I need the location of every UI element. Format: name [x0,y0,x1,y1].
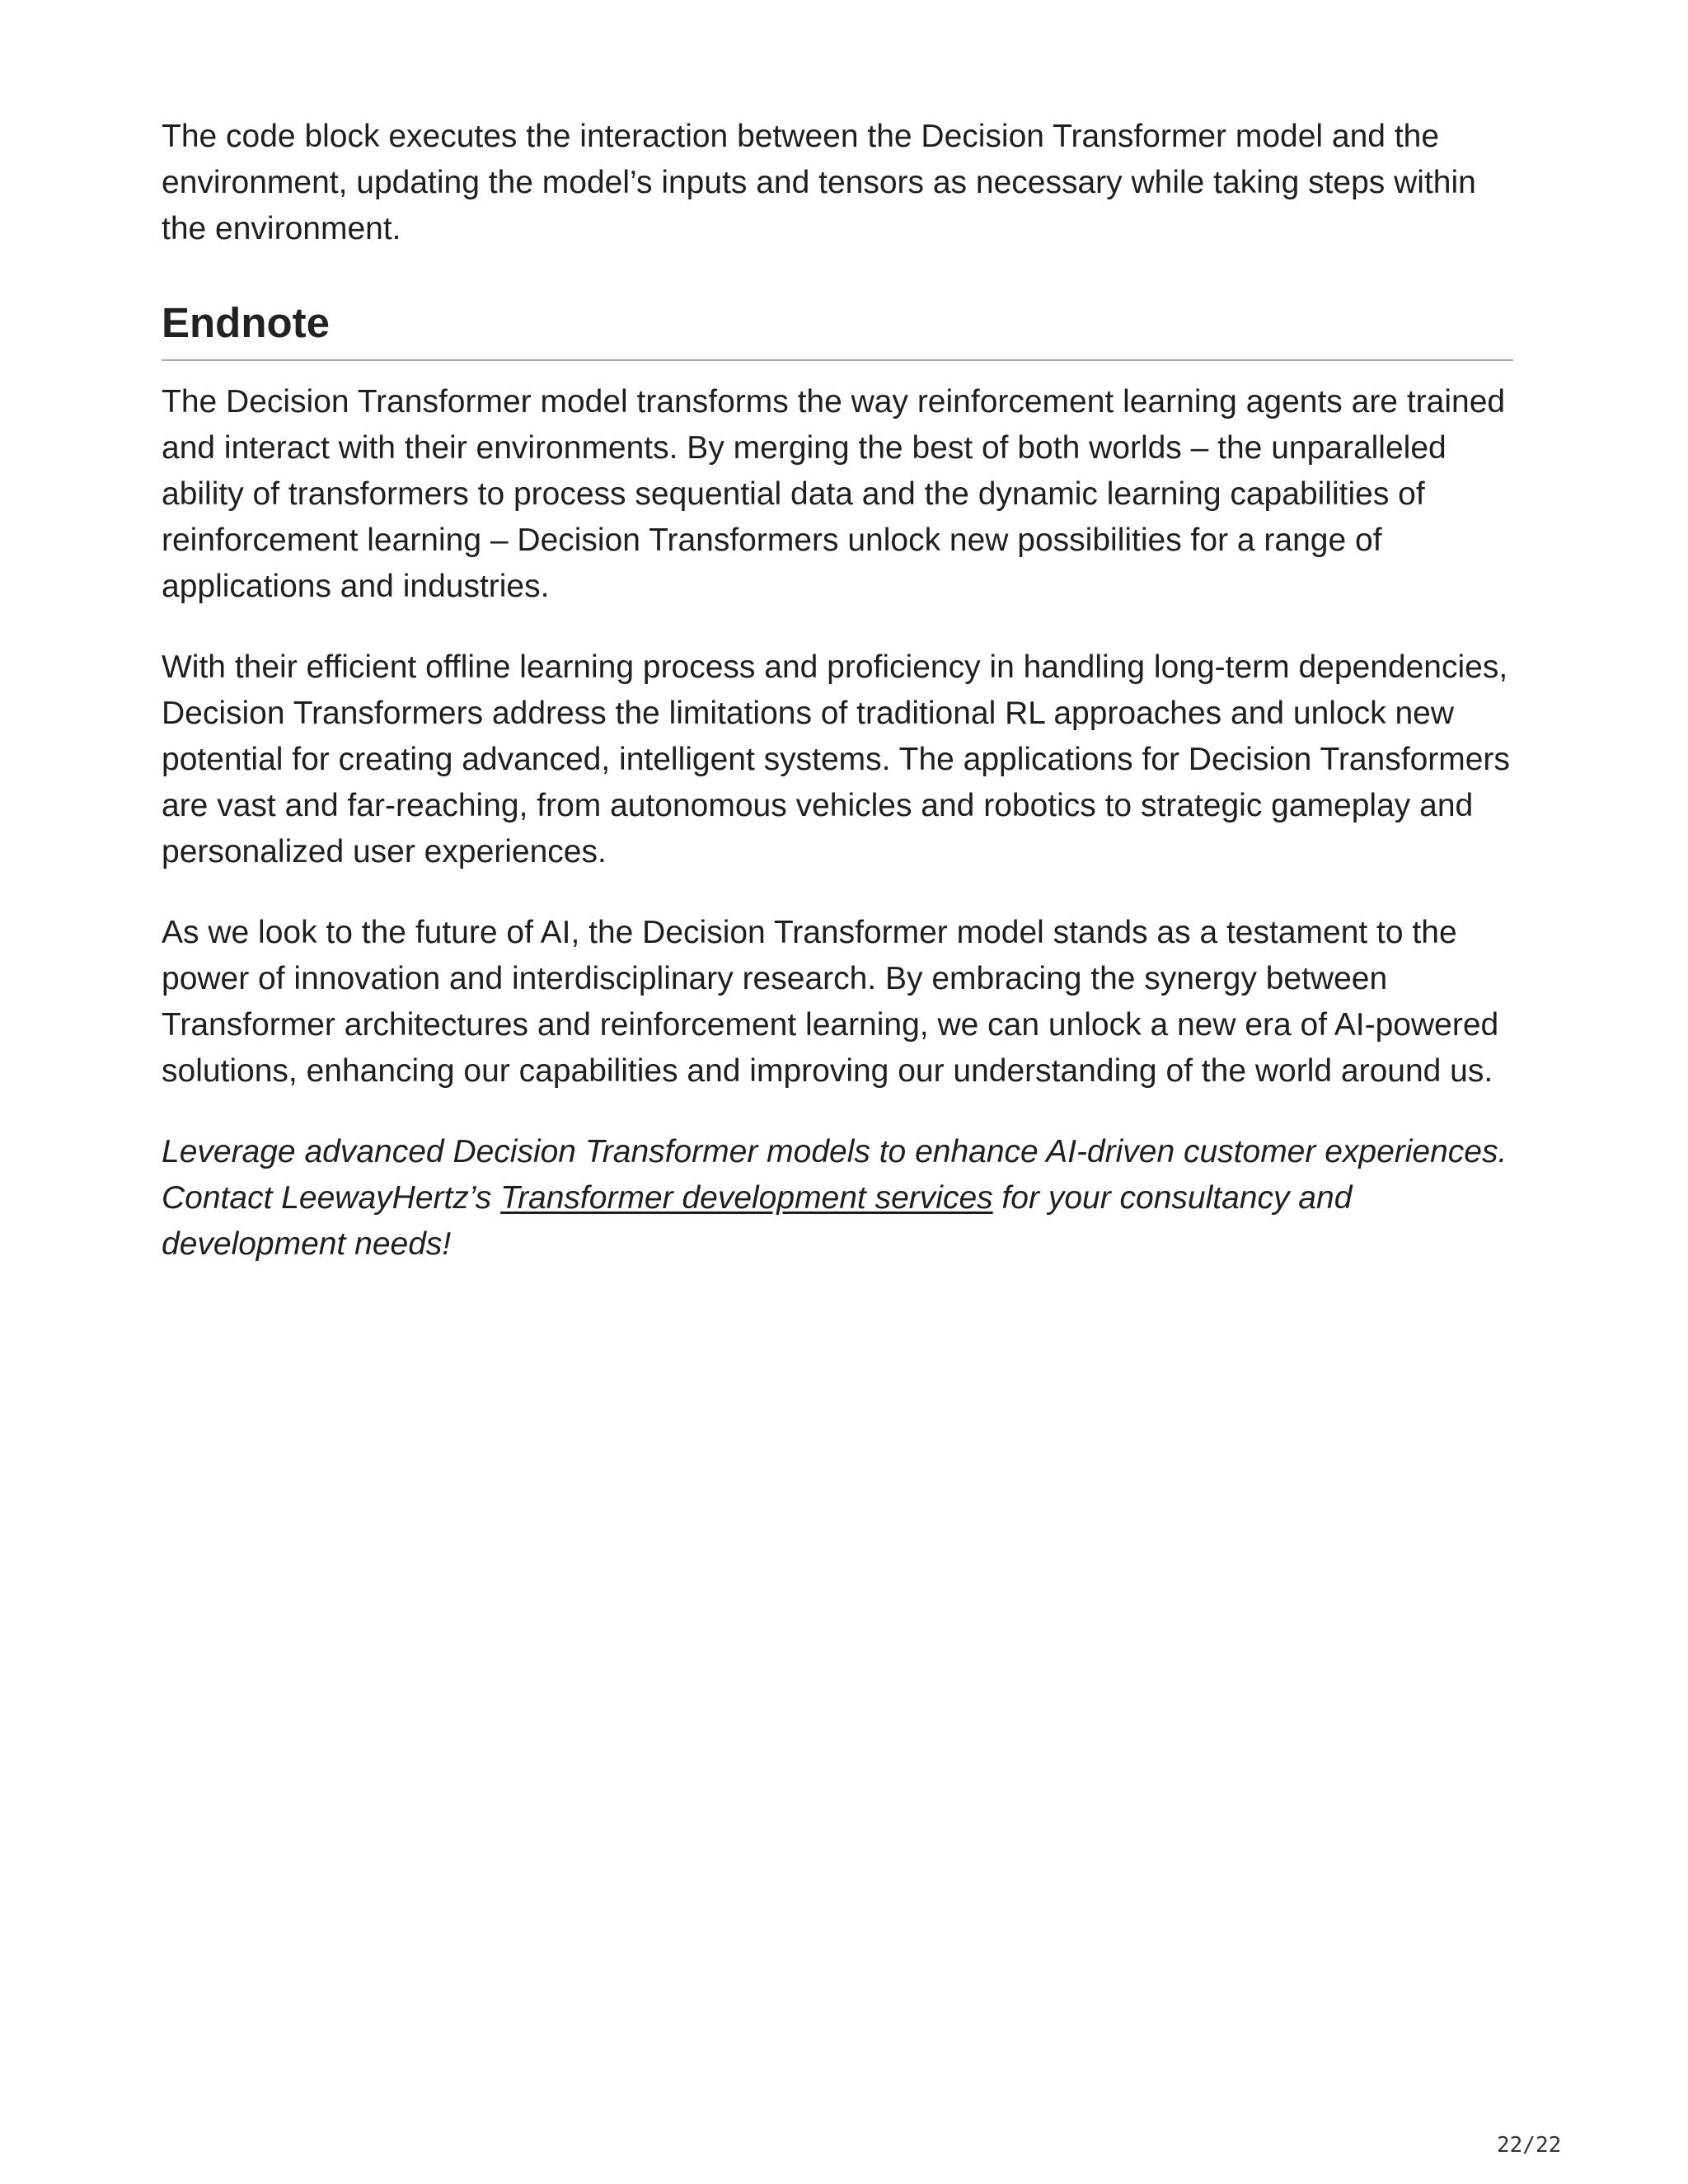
section-heading-endnote: Endnote [162,298,1513,361]
cta-text-after-link: for your consultancy and development needs! [162,1180,1353,1262]
transformer-development-services-link[interactable]: Transformer development services [500,1180,993,1216]
endnote-body [162,379,1513,1268]
document-content [162,114,1513,1268]
call-to-action-paragraph [162,1129,1513,1268]
endnote-paragraph-1: The Decision Transformer model transforms the way reinforcement learning agents are trained and interact with their environments. By merging the best of both worlds – the unparalleled ability of transformers to process sequential data and the dynamic learning capabilities of reinforcement learning – Decision Transformers unlock new possibilities for a range of applications and industries. [162,384,1506,604]
endnote-paragraph-3: As we look to the future of AI, the Decision Transformer model stands as a testament to the power of innovation and interdisciplinary research. By embracing the synergy between Transformer architectures and reinforcement learning, we can unlock a new era of AI-powered solutions, enhancing our capabilities and improving our understanding of the world around us. [162,915,1499,1089]
intro-paragraph: The code block executes the interaction between the Decision Transformer model and the environment, updating the model’s inputs and tensors as necessary while taking steps within the environment. [162,119,1476,246]
page-number: 22/22 [1497,2133,1562,2158]
cta-text-before-link: Leverage advanced Decision Transformer models to enhance AI-driven customer experiences. Contact LeewayHertz’s [162,1134,1507,1216]
endnote-paragraph-2: With their efficient offline learning process and proficiency in handling long-term dependencies, Decision Transformers address the limitations of traditional RL approaches and unlock new potential for creating advanced, intelligent systems. The applications for Decision Transformers are vast and far-reaching, from autonomous vehicles and robotics to strategic gameplay and personalized user experiences. [162,649,1510,869]
